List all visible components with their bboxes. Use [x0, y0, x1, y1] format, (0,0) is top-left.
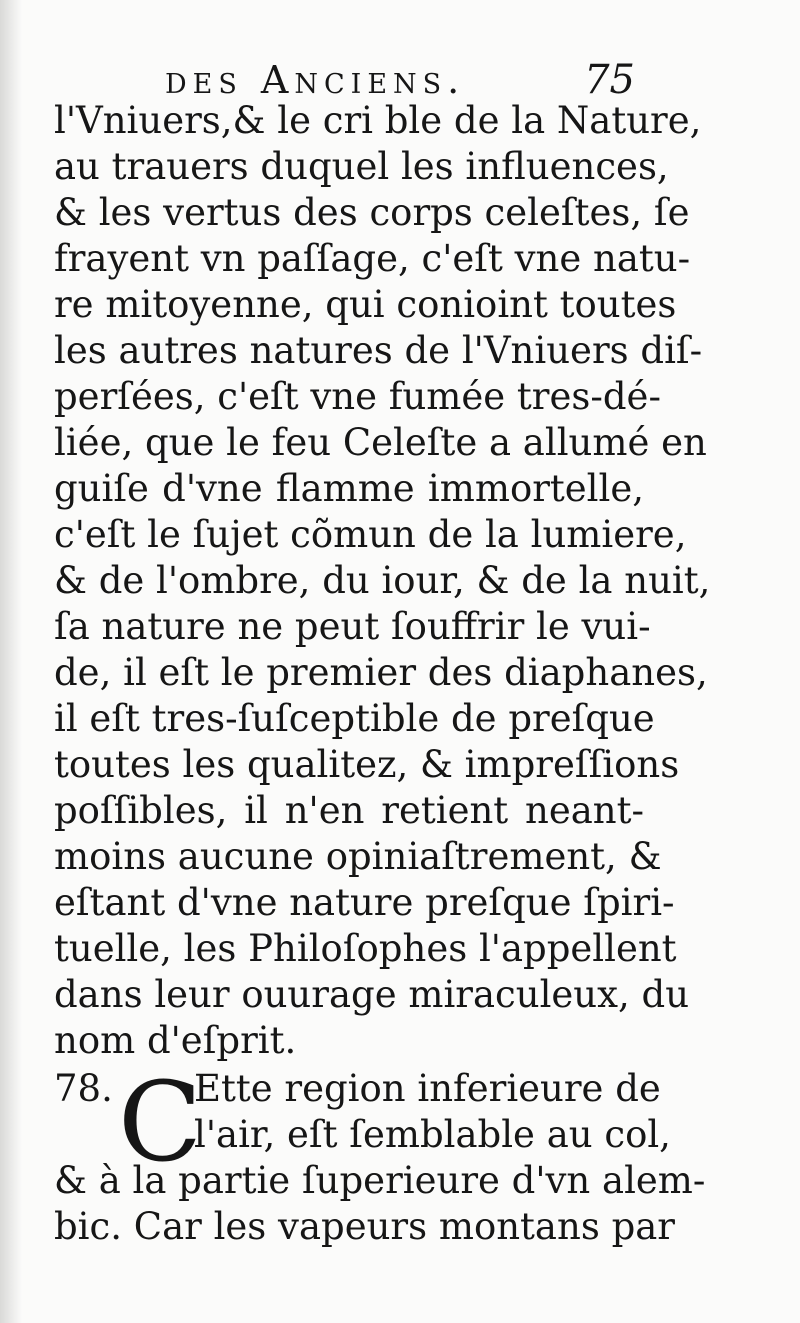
page-gutter-shadow — [0, 0, 22, 1323]
text-line: dans leur ouurage miraculeux, du — [54, 973, 690, 1016]
text-line: perſées, c'eſt vne fumée tres-dé- — [54, 375, 661, 418]
text-line: nom d'eſprit. — [54, 1019, 297, 1062]
paragraph-number: 78. — [54, 1067, 113, 1110]
text-line: bic. Car les vapeurs montans par — [54, 1205, 675, 1248]
drop-cap: C — [118, 1058, 203, 1186]
text-line: moins aucune opiniaſtrement, & — [54, 835, 662, 878]
text-line: Ette region inferieure de — [194, 1067, 661, 1110]
text-line: au trauers duquel les influences, — [54, 145, 669, 188]
text-line: l'Vniuers,& le cri ble de la Nature, — [54, 99, 702, 142]
running-head: des Anciens. — [165, 58, 466, 102]
text-line: liée, que le feu Celeſte a allumé en — [54, 421, 707, 464]
text-line: l'air, eſt ſemblable au col, — [194, 1113, 671, 1156]
text-line: & de l'ombre, du iour, & de la nuit, — [54, 559, 711, 602]
text-line: guiſe d'vne flamme immortelle, — [54, 467, 644, 510]
text-line: & à la partie ſuperieure d'vn alem- — [54, 1159, 706, 1202]
body-text — [54, 98, 711, 1064]
text-line: tuelle, les Philoſophes l'appellent — [54, 927, 677, 970]
text-line: toutes les qualitez, & impreſſions — [54, 743, 680, 786]
text-line: il eſt tres-ſuſceptible de preſque — [54, 697, 655, 740]
page-number: 75 — [584, 57, 635, 103]
paragraph-78 — [54, 1058, 706, 1250]
text-line: c'eſt le ſujet cõmun de la lumiere, — [54, 513, 687, 556]
text-line: poſſibles, il n'en retient neant- — [54, 789, 644, 832]
text-line: & les vertus des corps celeſtes, ſe — [54, 191, 690, 234]
text-line: de, il eſt le premier des diaphanes, — [54, 651, 708, 694]
text-line: ſa nature ne peut ſouffrir le vui- — [54, 605, 651, 648]
text-line: re mitoyenne, qui conioint toutes — [54, 283, 677, 326]
text-line: eſtant d'vne nature preſque ſpiri- — [54, 881, 675, 924]
text-line: frayent vn paſſage, c'eſt vne natu- — [54, 237, 691, 280]
text-line: les autres natures de l'Vniuers diſ- — [54, 329, 703, 372]
